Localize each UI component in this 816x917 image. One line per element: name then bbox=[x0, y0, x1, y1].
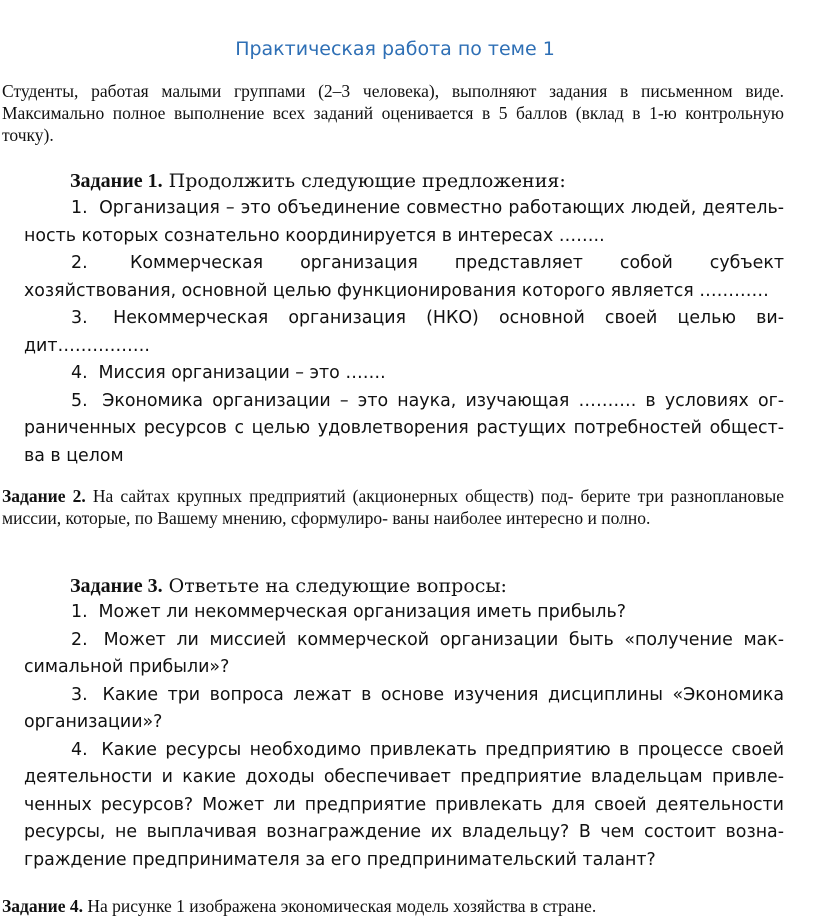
task1-list bbox=[24, 195, 784, 470]
list-item: 2. Коммерческая организация представляет собой субъект хозяйствования, основной целью функционирования которого является ………… bbox=[24, 253, 785, 301]
task3-heading bbox=[70, 575, 507, 598]
task2-paragraph bbox=[2, 485, 784, 529]
list-item: 3. Некоммерческая организация (НКО) основной своей целью ви-дит……………. bbox=[24, 308, 784, 356]
task3-label: Задание 3. bbox=[70, 575, 163, 597]
task4-paragraph bbox=[2, 896, 596, 917]
list-item: 5. Экономика организации – это наука, изучающая ………. в условиях ог-раниченных ресурсов с целью удовлетворения растущих потребностей общест-ва в целом bbox=[24, 390, 785, 466]
list-item: 1. Может ли некоммерческая организация иметь прибыль? bbox=[71, 602, 626, 622]
list-item: 1. Организация – это объединение совместно работающих людей, деятель-ность которых сознательно координируется в интересах …….. bbox=[24, 198, 785, 246]
task3-list bbox=[24, 599, 784, 874]
list-item: 3. Какие три вопроса лежат в основе изучения дисциплины «Экономика организации»? bbox=[24, 684, 784, 732]
list-item: 4. Миссия организации – это ……. bbox=[71, 363, 386, 383]
document-title: Практическая работа по теме 1 bbox=[235, 38, 555, 60]
task2-label: Задание 2. bbox=[2, 486, 86, 506]
intro-paragraph: Студенты, работая малыми группами (2–3 человека), выполняют задания в письменном виде. Максимально полное выполнение всех заданий оценивается в 5 баллов (вклад в 1-ю контрольную точку). bbox=[2, 81, 784, 145]
task1-heading bbox=[70, 170, 566, 193]
list-item: 4. Какие ресурсы необходимо привлекать предприятию в процессе своей деятельности и какие доходы обеспечивает предприятие владельцам привле-ченных ресурсов? Может ли предприятие привлекать для своей деятельности ресурсы, не выплачивая вознаграждение их владельцу? В чем состоит возна-граждение предпринимателя за его предпринимательский талант? bbox=[24, 739, 784, 870]
task2-text: На сайтах крупных предприятий (акционерных обществ) под- берите три разноплановые миссии, которые, по Вашему мнению, сформулиро- ваны наиболее интересно и полно. bbox=[2, 486, 784, 528]
task4-text: На рисунке 1 изображена экономическая модель хозяйства в стране. bbox=[87, 896, 597, 916]
task1-text: Продолжить следующие предложения: bbox=[168, 170, 566, 192]
list-item: 2. Может ли миссией коммерческой организации быть «получение мак-симальной прибыли»? bbox=[24, 629, 784, 677]
task3-text: Ответьте на следующие вопросы: bbox=[168, 575, 507, 597]
task4-label: Задание 4. bbox=[2, 896, 84, 916]
task1-label: Задание 1. bbox=[70, 170, 163, 192]
